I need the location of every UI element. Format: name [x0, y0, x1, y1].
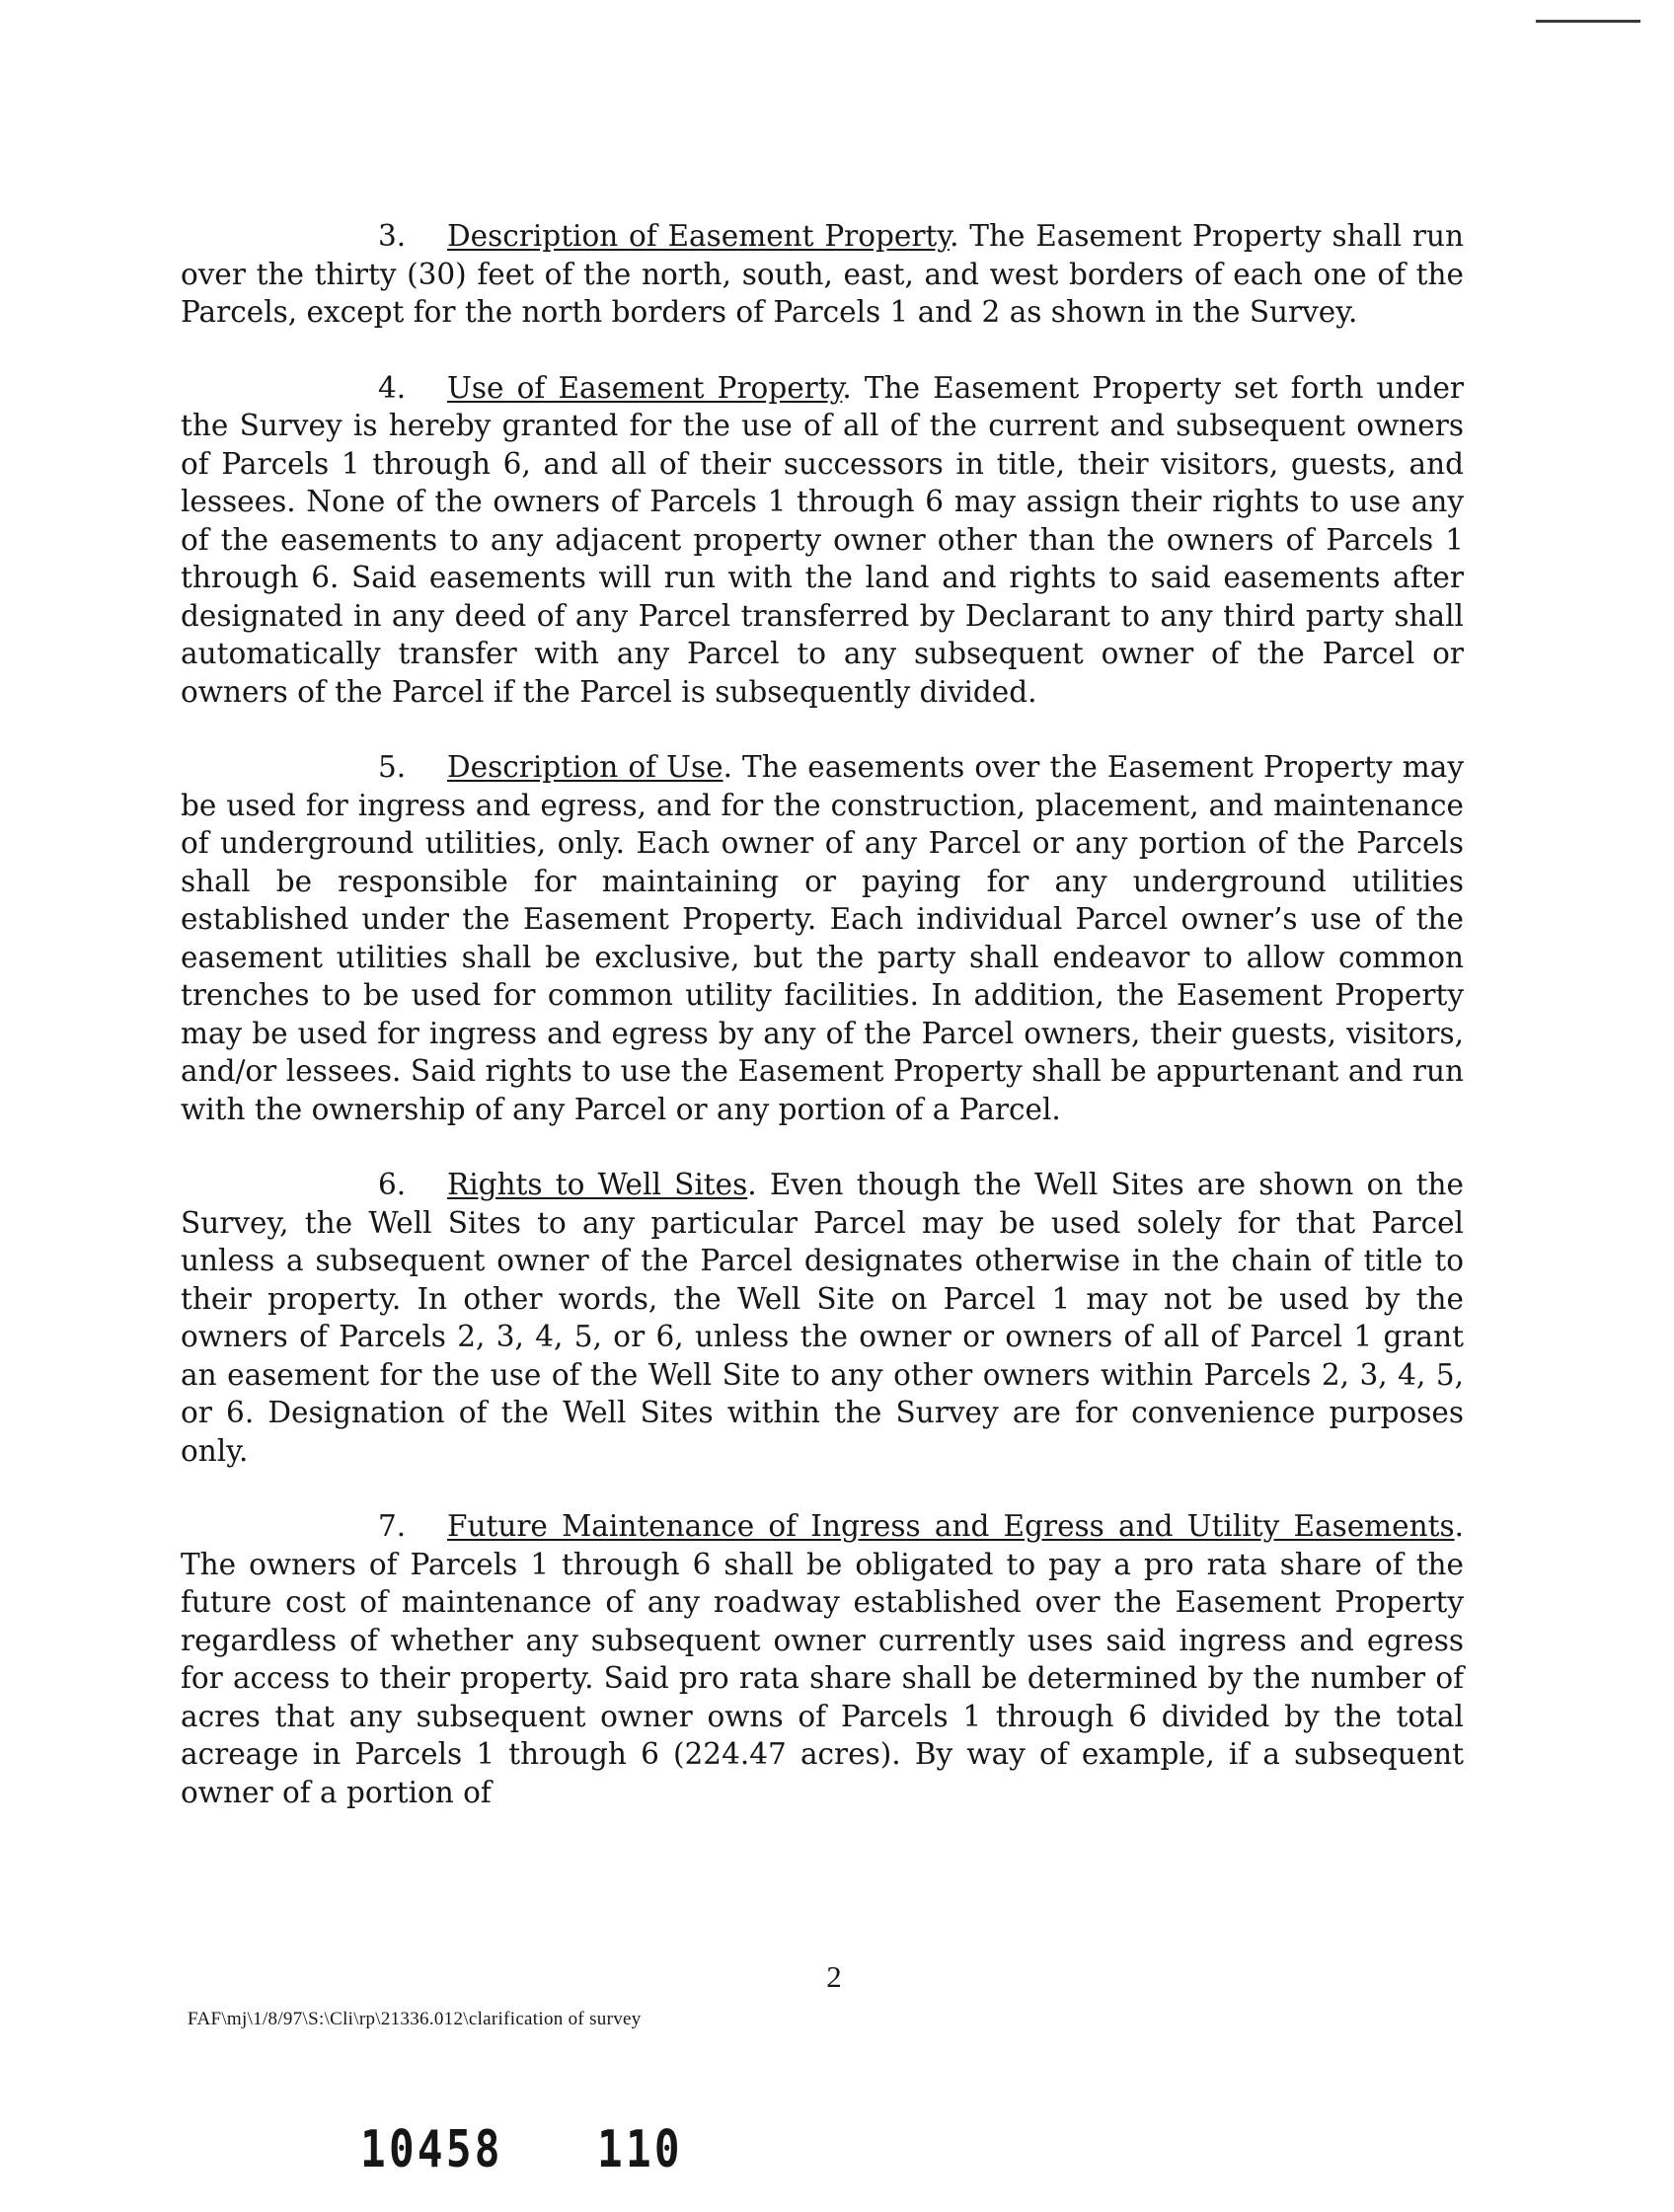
section-heading: Use of Easement Property	[447, 370, 843, 405]
section-7-paragraph	[181, 1507, 1464, 1811]
scan-edge-mark	[1536, 20, 1640, 23]
section-text: . The Easement Property set forth under the Survey is hereby granted for the use of all of the current and subsequent owners of Parcels 1 through 6, and all of their successors in title, their visitors, guests, and lessees. None of the owners of Parcels 1 through 6 may assign their rights to use any of the easements to any adjacent property owner other than the owners of Parcels 1 through 6. Said easements will run with the land and rights to said easements after designated in any deed of any Parcel transferred by Declarant to any third party shall automatically transfer with any Parcel to any subsequent owner of the Parcel or owners of the Parcel if the Parcel is subsequently divided.	[181, 370, 1464, 709]
section-5-paragraph	[181, 748, 1464, 1128]
section-heading: Rights to Well Sites	[447, 1168, 748, 1201]
section-3-paragraph	[181, 217, 1464, 332]
section-number: 3.	[378, 219, 407, 253]
section-4-paragraph	[181, 369, 1464, 712]
file-path-footer: FAF\mj\1/8/97\S:\Cli\rp\21336.012\clarification of survey	[188, 2009, 642, 2029]
section-text: . The owners of Parcels 1 through 6 shall be obligated to pay a pro rata share of the future cost of maintenance of any roadway established over the Easement Property regardless of whether any subsequent owner currently uses said ingress and egress for access to their property. Said pro rata share shall be determined by the number of acres that any subsequent owner owns of Parcels 1 through 6 divided by the total acreage in Parcels 1 through 6 (224.47 acres). By way of example, if a subsequent owner of a portion of	[181, 1509, 1464, 1809]
section-heading: Description of Use	[447, 750, 723, 784]
recording-book-number: 10458	[360, 2120, 503, 2179]
section-number: 5.	[378, 750, 407, 784]
section-text: . The easements over the Easement Property may be used for ingress and egress, and for the construction, placement, and maintenance of underground utilities, only. Each owner of any Parcel or any portion of the Parcels shall be responsible for maintaining or paying for any underground utilities established under the Easement Property. Each individual Parcel owner’s use of the easement utilities shall be exclusive, but the party shall endeavor to allow common trenches to be used for common utility facilities. In addition, the Easement Property may be used for ingress and egress by any of the Parcel owners, their guests, visitors, and/or lessees. Said rights to use the Easement Property shall be appurtenant and run with the ownership of any Parcel or any portion of a Parcel.	[181, 750, 1464, 1126]
section-text: . Even though the Well Sites are shown on the Survey, the Well Sites to any particular Parcel may be used solely for that Parcel unless a subsequent owner of the Parcel designates otherwise in the chain of title to their property. In other words, the Well Site on Parcel 1 may not be used by the owners of Parcels 2, 3, 4, 5, or 6, unless the owner or owners of all of Parcel 1 grant an easement for the use of the Well Site to any other owners within Parcels 2, 3, 4, 5, or 6. Designation of the Well Sites within the Survey are for convenience purposes only.	[181, 1168, 1464, 1468]
section-number: 6.	[378, 1168, 407, 1201]
section-number: 4.	[378, 370, 407, 405]
section-heading: Future Maintenance of Ingress and Egress and Utility Easements	[447, 1509, 1455, 1543]
recording-page-stamp: 110	[597, 2120, 683, 2179]
section-number: 7.	[378, 1509, 407, 1543]
section-6-paragraph	[181, 1166, 1464, 1470]
section-heading: Description of Easement Property	[447, 219, 951, 253]
section-text: . The Easement Property shall run over the thirty (30) feet of the north, south, east, and west borders of each one of the Parcels, except for the north borders of Parcels 1 and 2 as shown in the Survey.	[181, 219, 1464, 329]
document-body	[181, 217, 1464, 1849]
page-number: 2	[826, 1959, 842, 1994]
